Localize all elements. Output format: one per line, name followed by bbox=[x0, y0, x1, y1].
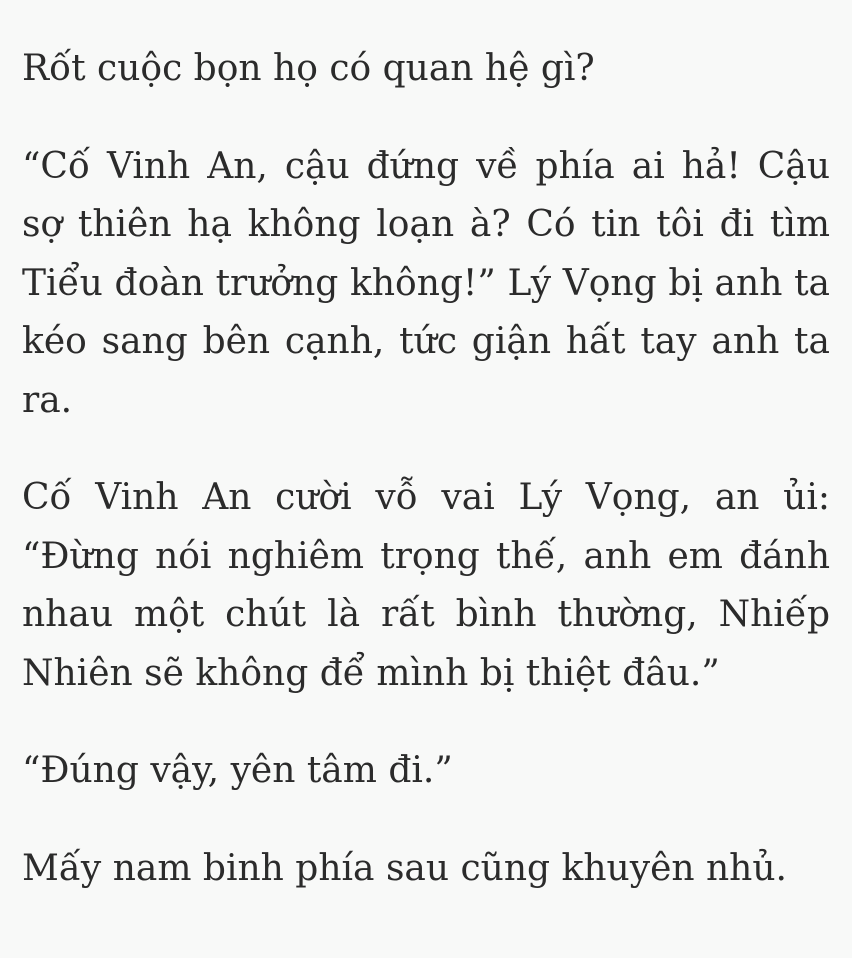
paragraph-3: Cố Vinh An cười vỗ vai Lý Vọng, an ủi: “Đừng nói nghiêm trọng thế, anh em đánh nhau một chút là rất bình thường, Nhiếp Nhiên sẽ không để mình bị thiệt đâu.” bbox=[22, 477, 830, 694]
paragraph-5: Mấy nam binh phía sau cũng khuyên nhủ. bbox=[22, 847, 787, 889]
paragraph-1: Rốt cuộc bọn họ có quan hệ gì? bbox=[22, 48, 595, 89]
paragraph-4: “Đúng vậy, yên tâm đi.” bbox=[22, 750, 453, 791]
paragraph-2: “Cố Vinh An, cậu đứng về phía ai hả! Cậu sợ thiên hạ không loạn à? Có tin tôi đi tìm Tiểu đoàn trưởng không!” Lý Vọng bị anh ta kéo sang bên cạnh, tức giận hất tay anh ta ra. bbox=[22, 145, 830, 421]
